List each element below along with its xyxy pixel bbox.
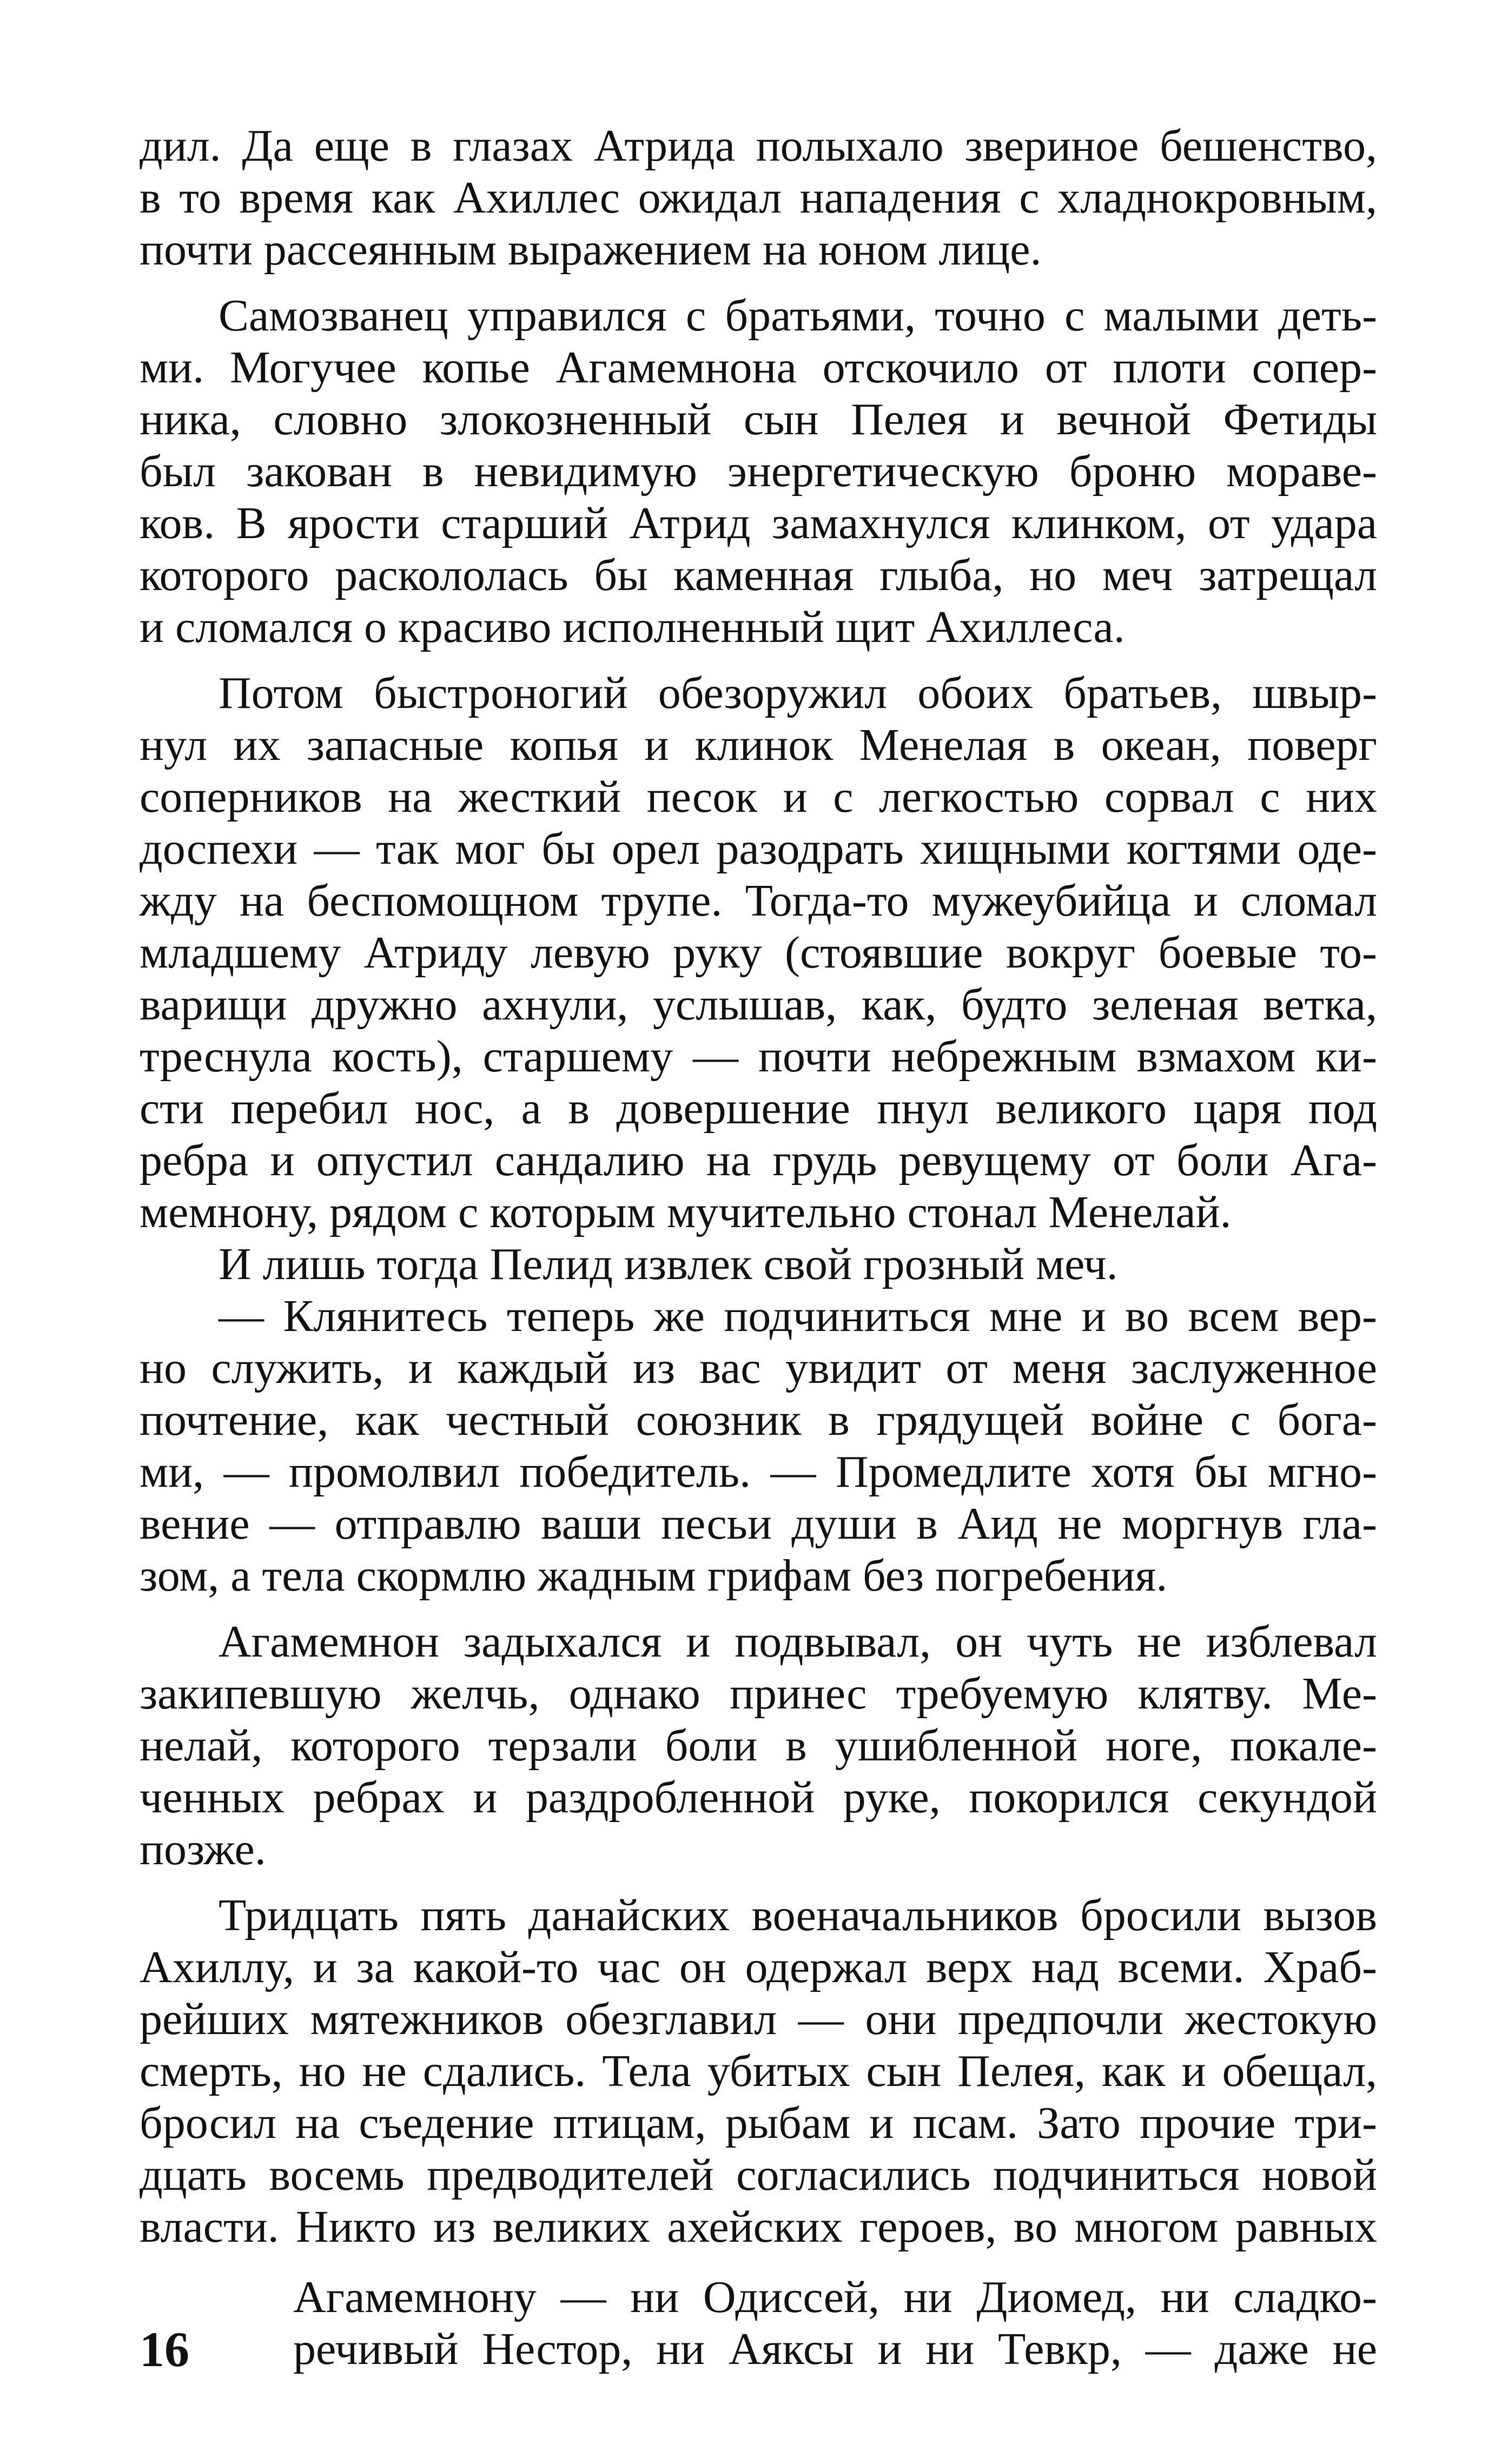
text-line: ребра и опустил сандалию на грудь ревущему от боли Ага-: [140, 1135, 1377, 1185]
text-line: почти рассеянным выражением на юном лице.: [140, 224, 1042, 275]
text-line: которого раскололась бы каменная глыба, но меч затрещал: [140, 550, 1377, 600]
text-line: бросил на съедение птицам, рыбам и псам. Зато прочие три-: [140, 2098, 1377, 2148]
text-line: соперников на жесткий песок и с легкостью сорвал с них: [140, 772, 1377, 822]
text-line: доспехи — так мог бы орел разодрать хищными когтями оде-: [140, 824, 1377, 874]
paragraph: [140, 1238, 1377, 1290]
text-line: смерть, но не сдались. Тела убитых сын Пелея, как и обещал,: [140, 2046, 1377, 2096]
text-line: закипевшую желчь, однако принес требуемую клятву. Ме-: [140, 1668, 1377, 1719]
paragraph: [140, 1616, 1377, 1876]
text-line: в то время как Ахиллес ожидал нападения с хладнокровным,: [140, 173, 1377, 223]
footer-text: [293, 2271, 1377, 2375]
text-line: Тридцать пять данайских военачальников бросили вызов: [219, 1890, 1377, 1940]
text-line: дил. Да еще в глазах Атрида полыхало звериное бешенство,: [140, 121, 1377, 171]
text-line: речивый Нестор, ни Аяксы и ни Тевкр, — даже не: [293, 2324, 1377, 2374]
text-line: и сломался о красиво исполненный щит Ахиллеса.: [140, 602, 1125, 652]
paragraph: [140, 1890, 1377, 2253]
text-line: младшему Атриду левую руку (стоявшие вокруг боевые то-: [140, 928, 1377, 978]
text-line: Агамемнону — ни Одиссей, ни Диомед, ни сладко-: [293, 2272, 1377, 2322]
text-line: ченных ребрах и раздробленной руке, покорился секундой: [140, 1772, 1377, 1823]
text-line: ков. В ярости старший Атрид замахнулся клинком, от удара: [140, 498, 1377, 548]
text-line: варищи дружно ахнули, услышав, как, будто зеленая ветка,: [140, 979, 1377, 1030]
paragraph: [140, 1290, 1377, 1602]
text-line: ми, — промолвил победитель. — Промедлите хотя бы мгно-: [140, 1447, 1377, 1497]
text-line: был закован в невидимую энергетическую броню мораве-: [140, 446, 1377, 496]
text-line: И лишь тогда Пелид извлек свой грозный меч.: [219, 1239, 1118, 1289]
text-line: зом, а тела скормлю жадным грифам без погребения.: [140, 1551, 1168, 1601]
text-line: жду на беспомощном трупе. Тогда-то мужеубийца и сломал: [140, 876, 1377, 926]
text-line: дцать восемь предводителей согласились подчиниться новой: [140, 2150, 1377, 2200]
text-line: ми. Могучее копье Агамемнона отскочило от плоти сопер-: [140, 342, 1377, 393]
text-line: нелай, которого терзали боли в ушибленной ноге, покале-: [140, 1720, 1377, 1771]
text-line: Агамемнон задыхался и подвывал, он чуть не изблевал: [219, 1617, 1377, 1667]
text-line: сти перебил нос, а в довершение пнул великого царя под: [140, 1083, 1377, 1134]
text-line: Потом быстроногий обезоружил обоих братьев, швыр-: [219, 668, 1377, 718]
text-line: но служить, и каждый из вас увидит от меня заслуженное: [140, 1343, 1377, 1393]
text-line: мемнону, рядом с которым мучительно стонал Менелай.: [140, 1187, 1232, 1237]
text-line: треснула кость), старшему — почти небрежным взмахом ки-: [140, 1031, 1377, 1082]
text-line: — Клянитесь теперь же подчиниться мне и во всем вер-: [219, 1291, 1377, 1341]
text-line: ника, словно злокозненный сын Пелея и вечной Фетиды: [140, 394, 1377, 445]
paragraph: [140, 667, 1377, 1238]
text-line: почтение, как честный союзник в грядущей войне с бога-: [140, 1395, 1377, 1445]
body-text: [140, 120, 1377, 2253]
paragraph: [140, 290, 1377, 653]
text-line: Ахиллу, и за какой-то час он одержал верх над всеми. Храб-: [140, 1942, 1377, 1992]
text-line: рейших мятежников обезглавил — они предпочли жестокую: [140, 1994, 1377, 2044]
text-line: власти. Никто из великих ахейских героев, во многом равных: [140, 2202, 1377, 2252]
text-line: Самозванец управился с братьями, точно с малыми деть-: [219, 290, 1377, 341]
paragraph: [140, 120, 1377, 276]
text-line: позже.: [140, 1824, 266, 1875]
page-number: 16: [140, 2322, 189, 2377]
text-line: вение — отправлю ваши песьи души в Аид не моргнув гла-: [140, 1499, 1377, 1549]
text-line: нул их запасные копья и клинок Менелая в океан, поверг: [140, 720, 1377, 770]
